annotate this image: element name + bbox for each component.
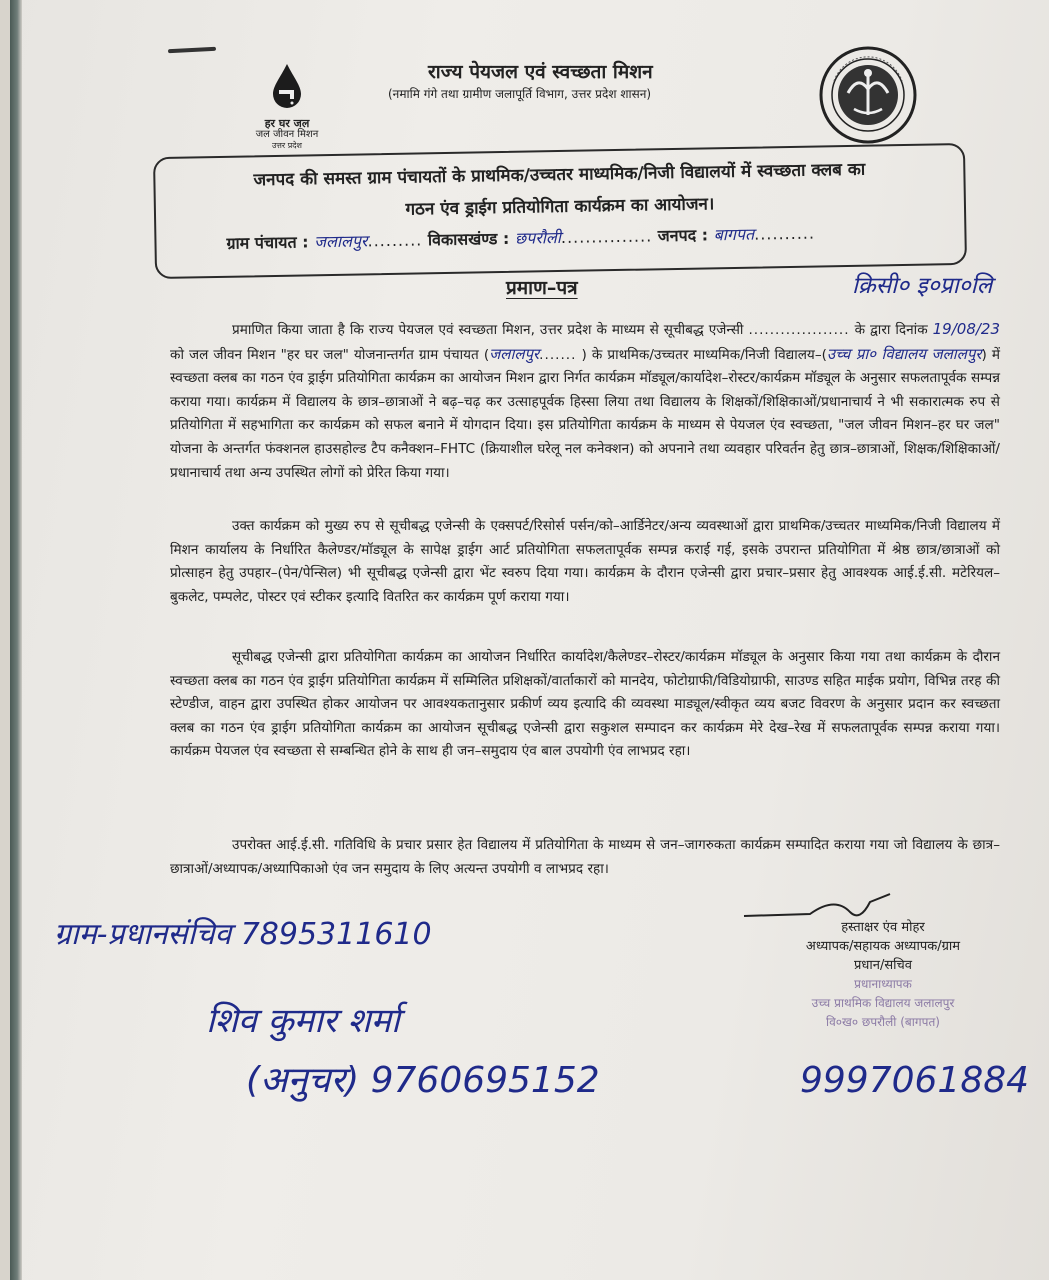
- paragraph-3: [170, 646, 1000, 764]
- stamp-line-1: प्रधानाध्यापक: [854, 977, 912, 991]
- paragraph-1: प्रमाणित किया जाता है कि राज्य पेयजल एवं स्वच्छता मिशन, उत्तर प्रदेश के माध्यम से सूचीबद्ध एजेन्सी ................... के द्वारा दिनांक 19/08/23 को जल जीवन मिशन "हर घर जल" योजनान्तर्गत ग्राम पंचायत (जलालपुर....... ) के प्राथमिक/उच्चतर माध्यमिक/निजी विद्यालय–(उच्च प्रा० विद्यालय जलालपुर) में स्वच्छता क्लब का गठन एंव ड्राईग प्रतियोगिता कार्यक्रम का आयोजन मिशन द्वारा निर्गत कार्यक्रम मॉड्यूल/कार्यादेश–रोस्टर/कार्यक्रम मॉड्यूल के अनुसार सफलतापूर्वक सम्पन्न कराया गया। कार्यक्रम में विद्यालय के छात्र–छात्राओं ने बढ़–चढ़ कर उत्साहपूर्वक हिस्सा लिया तथा विद्यालय के शिक्षकों/शिक्षिकाओं/प्रधानाचार्य ने भी सकारात्मक रुप से प्रतियोगिता में सहभागिता कर कार्यक्रम को सफल बनाने में योगदान दिया। इस प्रतियोगिता कार्यक्रम के माध्यम से पेयजल एंव स्वच्छता, "जल जीवन मिशन–हर घर जल" योजना के अन्तर्गत फंक्शनल हाउसहोल्ड टैप कनैक्शन–FHTC (क्रियाशील घरेलू नल कनेक्शन) को अपनाने तथा व्यवहार परिवर्तन हेतु छात्र–छात्राओं, शिक्षक/शिक्षिकाओं/प्रधानाचार्य तथा अन्य उपस्थित लोगों को प्रेरित किया गया।: [170, 320, 1001, 481]
- certificate-page: [10, 0, 1049, 1280]
- mission-title: राज्य पेयजल एवं स्वच्छता मिशन: [428, 61, 653, 83]
- janpad-value: बागपत: [713, 224, 755, 245]
- subject-box: [153, 143, 967, 279]
- subject-line-1: जनपद की समस्त ग्राम पंचायतों के प्राथमिक/उच्चतर माध्यमिक/निजी विद्यालयों में स्वच्छता क्लब का: [253, 159, 866, 191]
- up-government-seal-icon: [818, 45, 918, 145]
- paragraph-4: [170, 834, 1000, 881]
- logo-caption-line-1: हर घर जल: [264, 117, 310, 130]
- handwritten-pradhan-sachiv-phone: ग्राम-प्रधानसंचिव 7895311610: [54, 917, 432, 952]
- vikaskhand-value: छपरौली: [514, 227, 562, 248]
- p1-text-e: ) में स्वच्छता क्लब का गठन एंव ड्राईग प्रतियोगिता कार्यक्रम का आयोजन मिशन द्वारा निर्गत कार्यक्रम मॉड्यूल/कार्यादेश–रोस्टर/कार्यक्रम मॉड्यूल के अनुसार सफलतापूर्वक सम्पन्न कराया गया। कार्यक्रम में विद्यालय के छात्र–छात्राओं ने बढ़–चढ़ कर उत्साहपूर्वक हिस्सा लिया तथा विद्यालय के शिक्षकों/शिक्षिकाओं/प्रधानाचार्य ने भी सकारात्मक रुप से प्रतियोगिता में सहभागिता कर कार्यक्रम को सफल बनाने में योगदान दिया। इस प्रतियोगिता कार्यक्रम के माध्यम से पेयजल एंव स्वच्छता, "जल जीवन मिशन–हर घर जल" योजना के अन्तर्गत फंक्शनल हाउसहोल्ड टैप कनैक्शन–FHTC (क्रियाशील घरेलू नल कनेक्शन) को अपनाने तथा व्यवहार परिवर्तन हेतु छात्र–छात्राओं, शिक्षक/शिक्षिकाओं/प्रधानाचार्य तथा अन्य उपस्थित लोगों को प्रेरित किया गया।: [170, 346, 1000, 481]
- handwritten-name: शिव कुमार शर्मा: [206, 1001, 400, 1041]
- stamp-line-3: वि०ख० छपरौली (बागपत): [826, 1015, 940, 1029]
- logo-caption-line-2: जल जीवन मिशन: [255, 129, 319, 140]
- location-fields: ग्राम पंचायत : जलालपुर......... विकासखंण्ड : छपरौली............... जनपद : बागपत..........: [226, 223, 816, 253]
- p1-text-d: ) के प्राथमिक/उच्चतर माध्यमिक/निजी विद्यालय–(: [581, 346, 827, 363]
- gram-panchayat-value: जलालपुर: [313, 231, 368, 252]
- signature-block: [768, 918, 998, 1032]
- p1-text-a: प्रमाणित किया जाता है कि राज्य पेयजल एवं स्वच्छता मिशन, उत्तर प्रदेश के माध्यम से सूचीबद्ध एजेन्सी: [232, 322, 744, 338]
- stamp-line-2: उच्च प्राथमिक विद्यालय जलालपुर: [811, 996, 955, 1010]
- water-drop-icon: [270, 62, 304, 110]
- page-edge-shadow: [10, 0, 22, 1280]
- gram-panchayat-fill: जलालपुर: [489, 344, 540, 363]
- agency-name-handwritten: क्रिसी० इ०प्रा०लि: [852, 273, 993, 299]
- handwritten-anuchar-phone: (अनुचर) 9760695152: [246, 1060, 600, 1101]
- program-date: 19/08/23: [932, 320, 1001, 338]
- p3-text: सूचीबद्ध एजेन्सी द्वारा प्रतियोगिता कार्यक्रम का आयोजन निर्धारित कार्यादेश/कैलेण्डर–रोस्टर/कार्यक्रम मॉड्यूल के अनुसार किया गया तथा कार्यक्रम के दौरान स्वच्छता क्लब का गठन एंव ड्राईग प्रतियोगिता कार्यक्रम में सम्मिलित प्रशिक्षकों/वार्ताकारों को मानदेय, फोटोग्राफी/विडियोग्राफी, साउण्ड सहित माईक प्रयोग, विभिन्न तरह की स्टेण्डीज, वाहन द्वारा उपस्थित होकर आयोजन पर आवश्यकतानुसार प्रकीर्ण व्यय इत्यादि की व्यवस्था माड्यूल/स्वीकृत व्यय बजट विवरण के अनुसार प्रदान कर स्वच्छता क्लब का गठन एंव ड्राईग प्रतियोगिता कार्यक्रम का आयोजन सूचीबद्ध एजेन्सी द्वारा सकुशल सम्पादन कर कार्यक्रम मेरे देख–रेख में सफलतापूर्वक सम्पन्न कराया गया। कार्यक्रम पेयजल एंव स्वच्छता से सम्बन्धित होने के साथ ही जन–समुदाय एंव बाल उपयोगी एंव लाभप्रद रहा।: [170, 649, 1000, 760]
- logo-caption-line-3: उत्तर प्रदेश: [272, 141, 302, 150]
- gram-panchayat-label: ग्राम पंचायत :: [226, 232, 309, 253]
- certificate-title: प्रमाण–पत्र: [506, 277, 578, 299]
- p4-text: उपरोक्त आई.ई.सी. गतिविधि के प्रचार प्रसार हेत विद्यालय में प्रतियोगिता के माध्यम से जन–जागरुकता कार्यक्रम सम्पादित कराया गया जो विद्यालय के छात्र–छात्राओं/अध्यापक/अध्यापिकाओ एंव जन समुदाय के लिए अत्यन्त उपयोगी व लाभप्रद रहा।: [170, 837, 1000, 877]
- signature-line-2: अध्यापक/सहायक अध्यापक/ग्राम: [805, 939, 961, 954]
- logo-caption: [242, 118, 332, 151]
- subject-line-2: गठन एंव ड्राईग प्रतियोगिता कार्यक्रम का आयोजन।: [405, 194, 715, 220]
- paragraph-2: [170, 515, 1000, 609]
- mission-subtitle: (नमामि गंगे तथा ग्रामीण जलापूर्ति विभाग, उत्तर प्रदेश शासन): [388, 87, 652, 101]
- p1-text-b: के द्वारा दिनांक: [854, 322, 928, 338]
- signature-line-1: हस्ताक्षर एंव मोहर: [841, 920, 925, 935]
- pen-mark: [168, 47, 216, 54]
- p2-text: उक्त कार्यक्रम को मुख्य रुप से सूचीबद्ध एजेन्सी के एक्सपर्ट/रिसोर्स पर्सन/को–आर्डिनेटर/अन्य व्यवस्थाओं द्वारा प्राथमिक/उच्चतर माध्यमिक/निजी विद्यालय में मिशन कार्यालय के निर्धारित कैलेण्डर/मॉड्यूल के सापेक्ष ड्राईग आर्ट प्रतियोगिता सफलतापूर्वक सम्पन्न कराई गई, इसके उपरान्त प्रतियोगिता में श्रेष्ठ छात्र/छात्राओं को प्रोत्साहन हेतु उपहार–(पेन/पेन्सिल) भी सूचीबद्ध एजेन्सी द्वारा भेंट स्वरुप दिया गया। कार्यक्रम के दौरान एजेन्सी द्वारा प्रचार–प्रसार हेतु आवश्यक आई.ई.सी. मटेरियल–बुकलेट, पम्पलेट, पोस्टर एवं स्टीकर इत्यादि वितरित कर कार्यक्रम पूर्ण कराया गया।: [170, 518, 1000, 605]
- signature-line-3: प्रधान/सचिव: [854, 958, 912, 973]
- janpad-label: जनपद :: [657, 225, 709, 246]
- school-name-fill: उच्च प्रा० विद्यालय जलालपुर: [826, 344, 982, 363]
- p1-text-c: को जल जीवन मिशन "हर घर जल" योजनान्तर्गत ग्राम पंचायत (: [170, 346, 490, 363]
- handwritten-phone: 9997061884: [800, 1060, 1030, 1101]
- vikaskhand-label: विकासखंण्ड :: [427, 228, 510, 250]
